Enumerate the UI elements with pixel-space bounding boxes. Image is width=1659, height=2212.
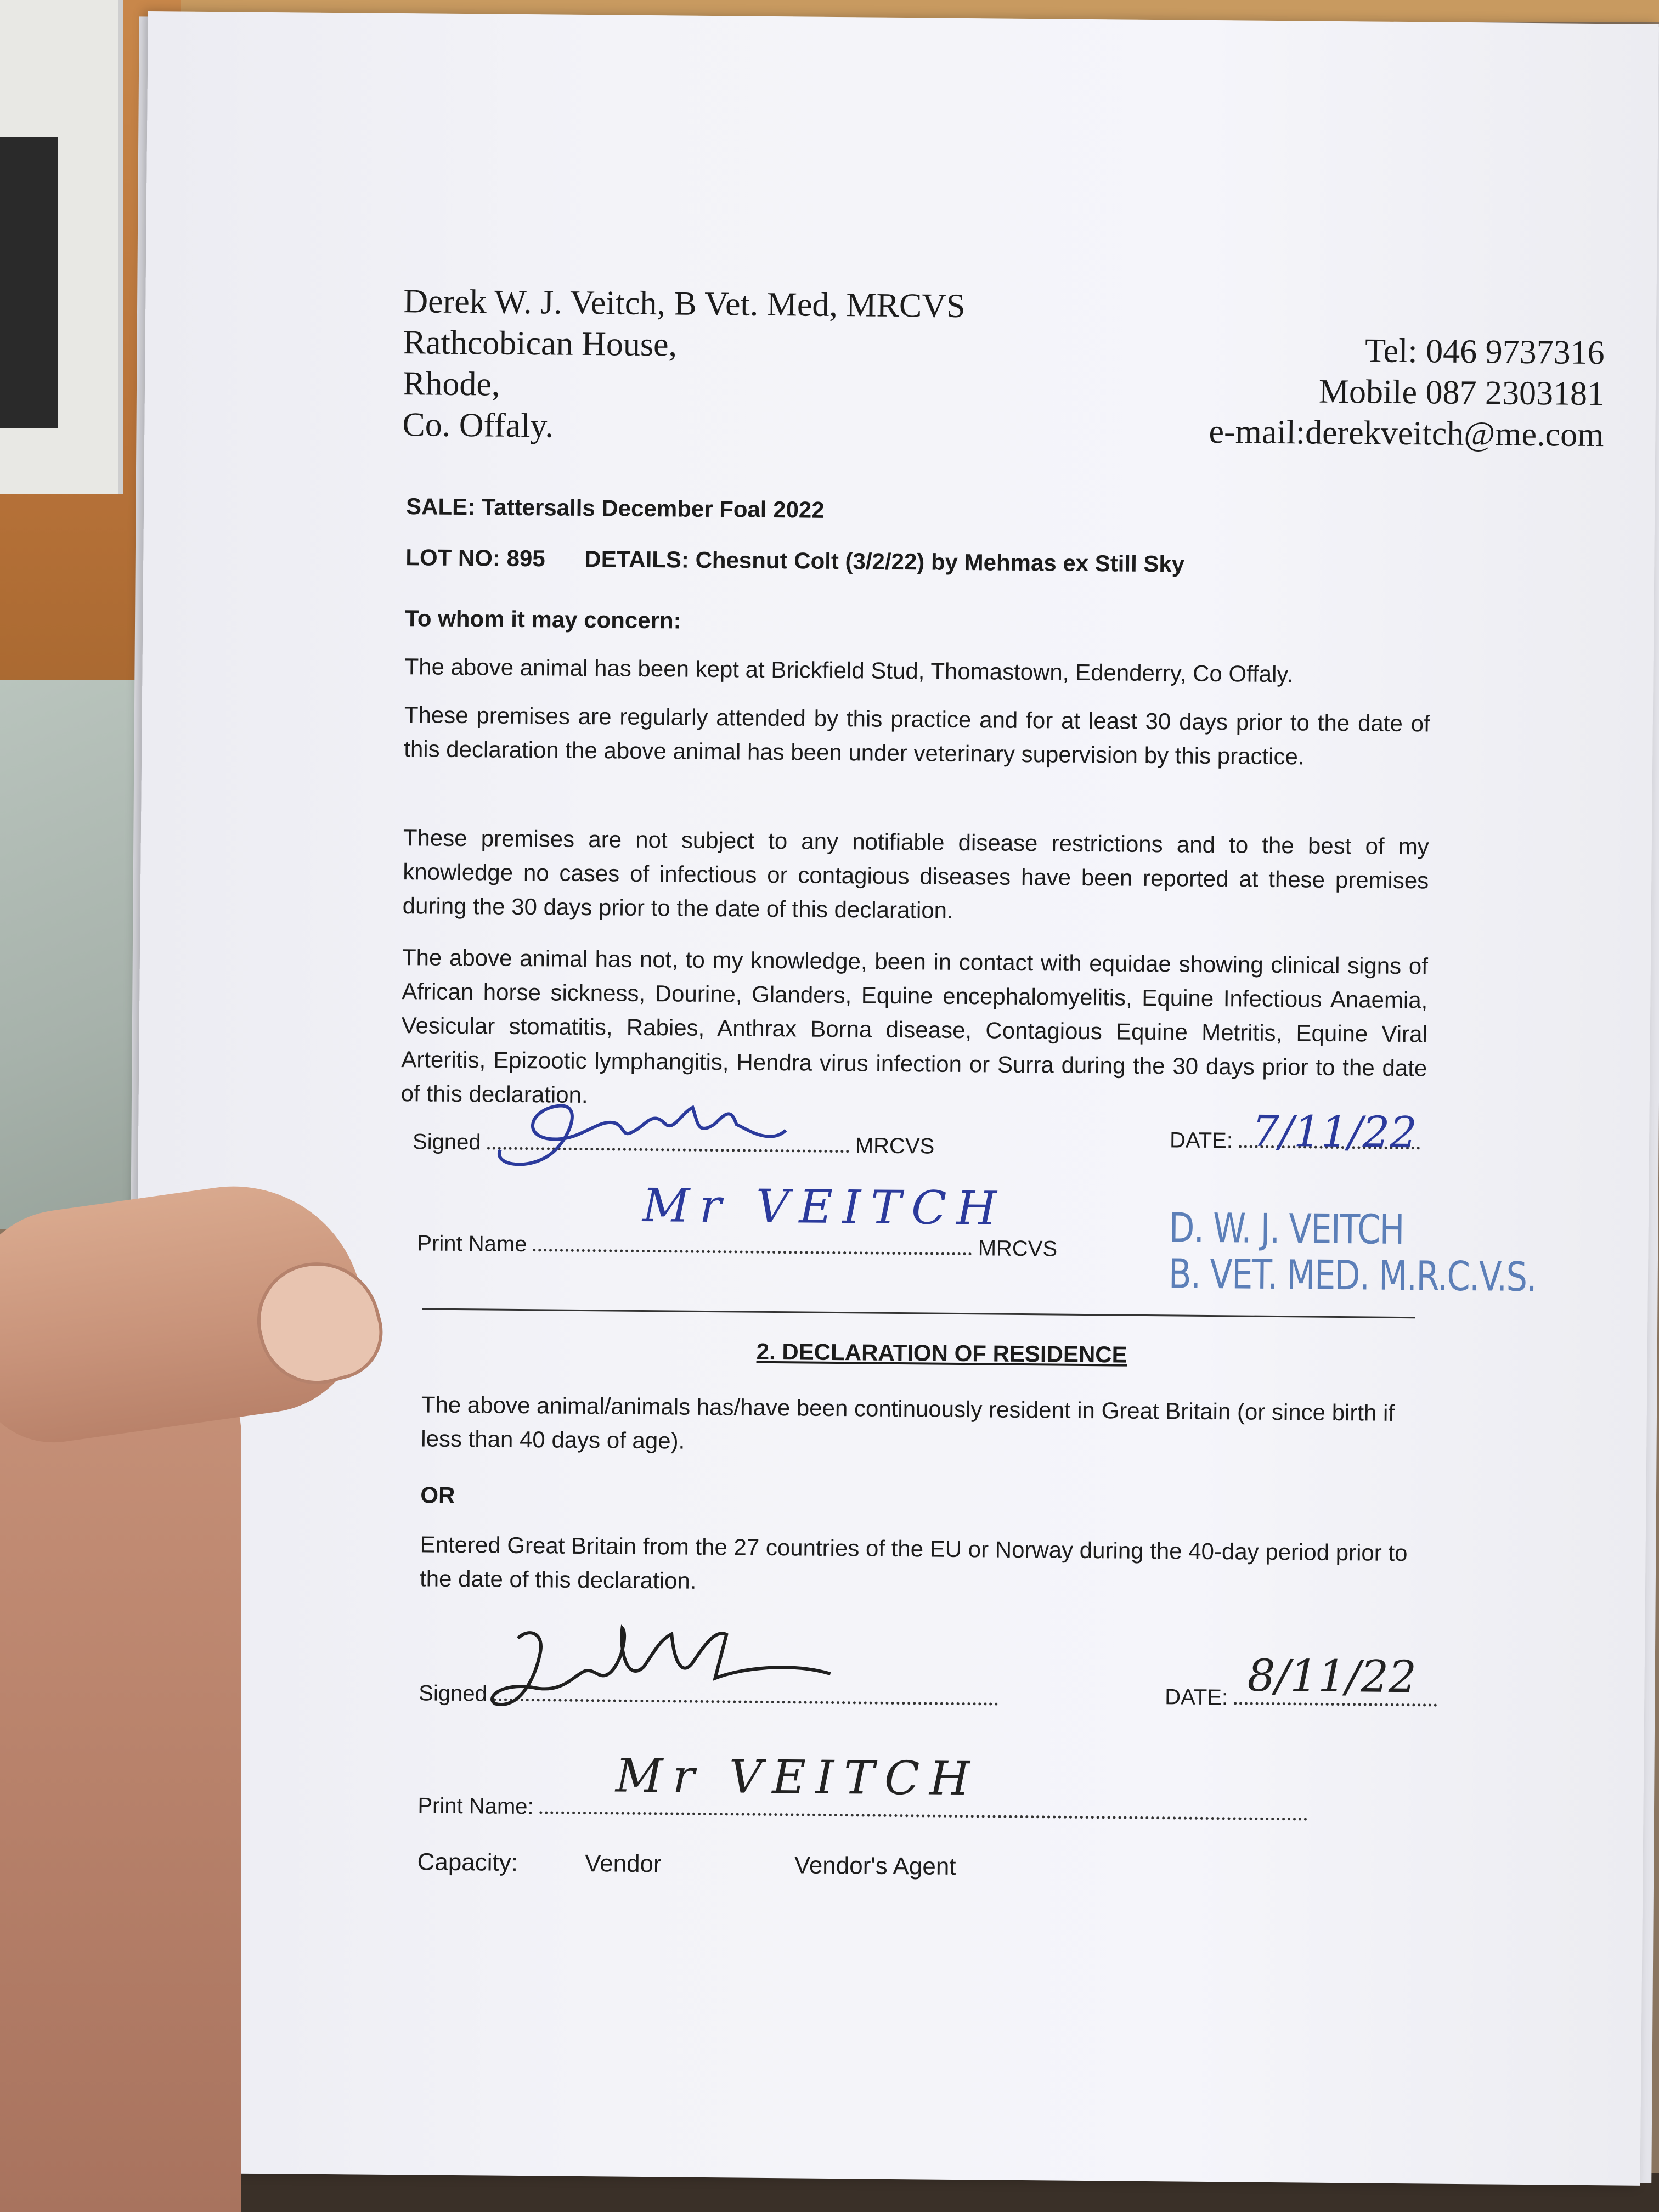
paragraph-3: These premises are not subject to any notifiable disease restrictions and to the best of my knowledge no cases of infectious or contagious diseases have been reported at these premises during the 30 days prior to the date of this declaration. bbox=[402, 825, 1430, 923]
stamp-line-2: B. VET. MED. M.R.C.V.S. bbox=[1168, 1250, 1537, 1301]
stamp-line-1: D. W. J. VEITCH bbox=[1169, 1204, 1404, 1254]
section-divider bbox=[422, 1308, 1415, 1318]
residence-signature-scribble bbox=[484, 1616, 837, 1729]
residence-or: OR bbox=[420, 1482, 455, 1508]
address-line-3: Co. Offaly. bbox=[402, 406, 554, 445]
vet-name: Derek W. J. Veitch, B Vet. Med, MRCVS bbox=[403, 283, 966, 325]
vet-signed-label: Signed bbox=[412, 1130, 481, 1155]
vet-signed-suffix: MRCVS bbox=[855, 1133, 935, 1159]
residence-print-label: Print Name: bbox=[417, 1793, 534, 1819]
sale-line: SALE: Tattersalls December Foal 2022 bbox=[405, 493, 825, 523]
oven bbox=[0, 0, 123, 494]
lot-number: LOT NO: 895 bbox=[405, 544, 545, 572]
residence-print-line bbox=[540, 1811, 1308, 1820]
vet-signature-scribble bbox=[489, 1090, 797, 1175]
address-line-1: Rathcobican House, bbox=[403, 324, 678, 364]
salutation: To whom it may concern: bbox=[405, 605, 681, 634]
capacity-label: Capacity: bbox=[417, 1848, 518, 1877]
hand-palm bbox=[0, 1317, 241, 2212]
residence-date-value: 8/11/22 bbox=[1247, 1650, 1417, 1703]
vet-stamp bbox=[1169, 1205, 1537, 1300]
paragraph-4: The above animal has not, to my knowledge, been in contact with equidae showing clinical signs of African horse sickness, Dourine, Glanders, Equine encephalomyelitis, Equine Infectious Anaemia, Vesicular stomatitis, Rabies, Anthrax Borna disease, Contagious Equine Metritis, Equine Viral Arteritis, Epizootic lymphangitis, Hendra virus infection or Surra during the 30 days prior to the date of this declaration. bbox=[400, 944, 1429, 1108]
capacity-vendor: Vendor bbox=[585, 1850, 662, 1878]
vet-print-label: Print Name bbox=[417, 1231, 527, 1257]
lot-line bbox=[405, 544, 1217, 578]
oven-window bbox=[0, 137, 58, 428]
residence-date-line bbox=[1234, 1702, 1437, 1706]
email: e-mail:derekveitch@me.com bbox=[1209, 413, 1604, 454]
residence-signed-label: Signed bbox=[419, 1681, 488, 1706]
residence-date-label: DATE: bbox=[1165, 1685, 1228, 1710]
vet-print-value: Mr VEITCH bbox=[642, 1178, 1007, 1235]
residence-title: 2. DECLARATION OF RESIDENCE bbox=[756, 1338, 1127, 1368]
lot-details: DETAILS: Chesnut Colt (3/2/22) by Mehmas ex Still Sky bbox=[584, 545, 1185, 577]
vet-print-suffix: MRCVS bbox=[978, 1236, 1058, 1261]
residence-paragraph-2: Entered Great Britain from the 27 countries of the EU or Norway during the 40-day period prior to the date of this declaration. bbox=[419, 1531, 1408, 1594]
letterhead-left bbox=[402, 281, 966, 450]
vet-date-value: 7/11/22 bbox=[1251, 1107, 1418, 1158]
address-line-2: Rhode, bbox=[402, 365, 500, 403]
document-page bbox=[129, 11, 1659, 2186]
telephone: Tel: 046 9737316 bbox=[1364, 332, 1605, 372]
capacity-row bbox=[417, 1848, 956, 1881]
vet-print-line bbox=[533, 1249, 972, 1255]
mobile: Mobile 087 2303181 bbox=[1318, 373, 1605, 413]
residence-paragraph-1: The above animal/animals has/have been continuously resident in Great Britain (or since birth if less than 40 days of age). bbox=[421, 1391, 1395, 1454]
vet-print-row bbox=[417, 1231, 1057, 1261]
paragraph-1: The above animal has been kept at Brickfield Stud, Thomastown, Edenderry, Co Offaly. bbox=[404, 653, 1294, 687]
paragraph-2: These premises are regularly attended by this practice and for at least 30 days prior to the date of this declaration the above animal has been under veterinary supervision by this practice. bbox=[404, 702, 1430, 770]
letterhead-right bbox=[978, 327, 1605, 456]
vet-date-label: DATE: bbox=[1169, 1128, 1233, 1153]
capacity-vendors-agent: Vendor's Agent bbox=[794, 1852, 956, 1880]
residence-print-value: Mr VEITCH bbox=[615, 1748, 980, 1806]
